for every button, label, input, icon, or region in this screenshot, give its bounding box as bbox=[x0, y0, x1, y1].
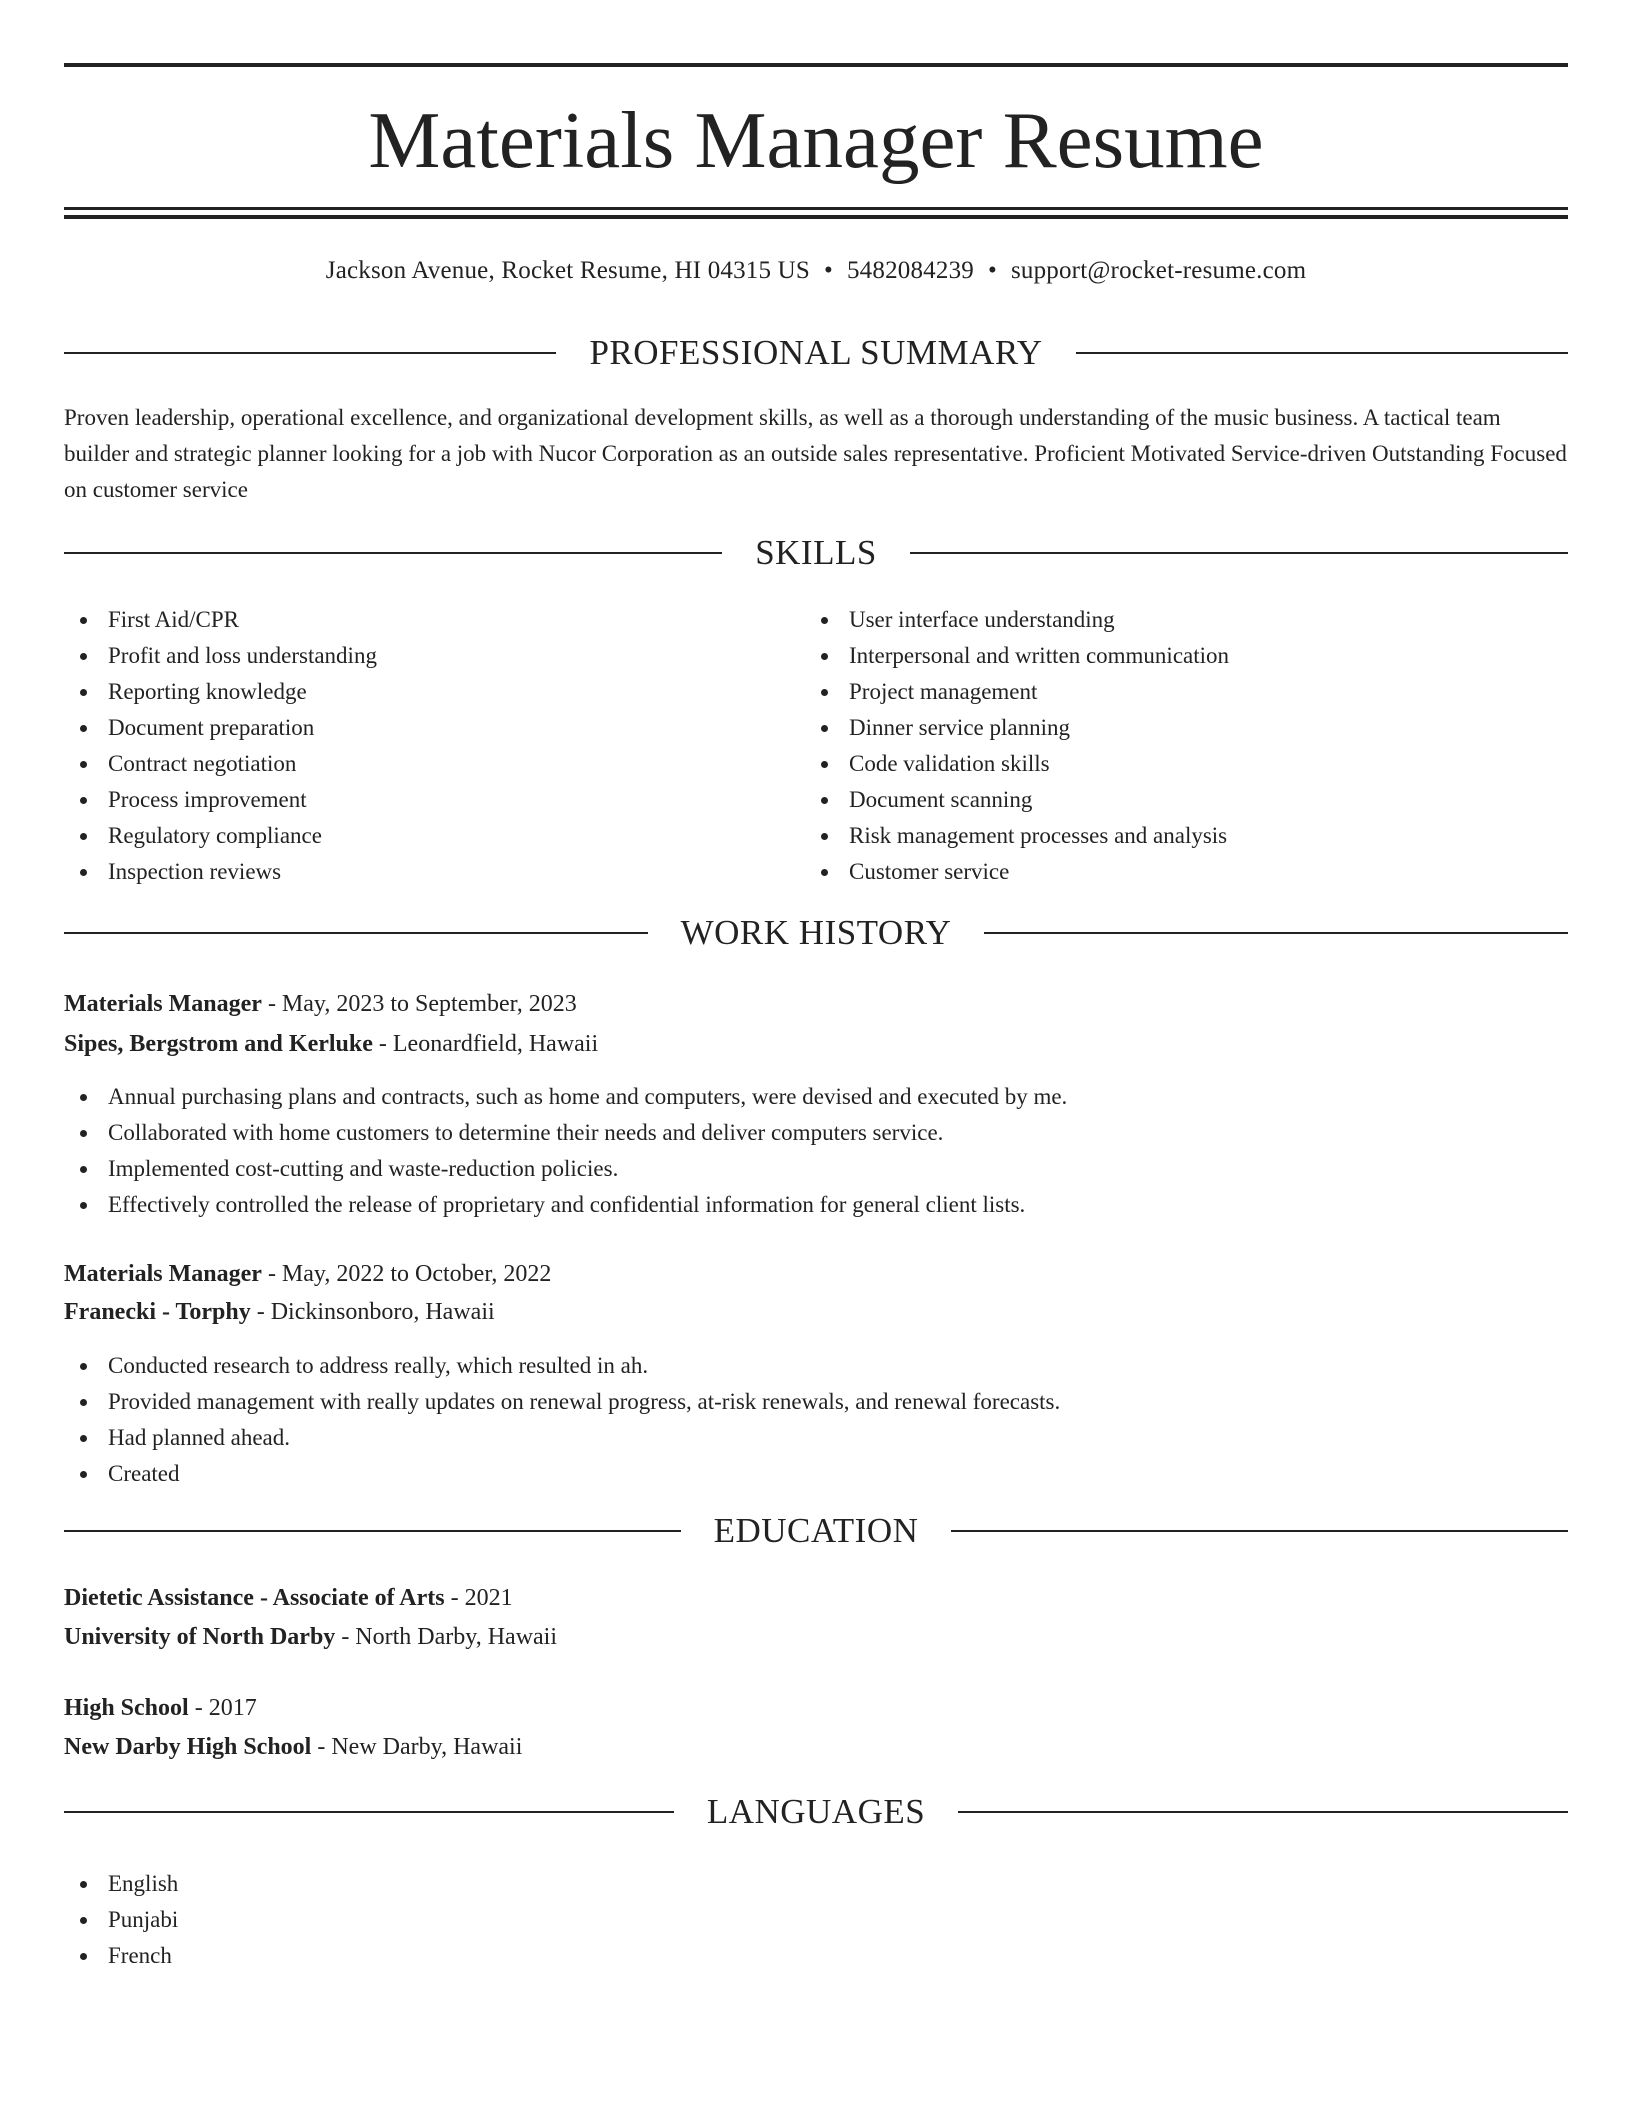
job-duty: Collaborated with home customers to determine their needs and deliver computers service. bbox=[64, 1115, 1568, 1151]
job-duty: Had planned ahead. bbox=[64, 1420, 1568, 1456]
skill-item: First Aid/CPR bbox=[64, 602, 804, 638]
skill-item: Contract negotiation bbox=[64, 746, 804, 782]
skill-item: User interface understanding bbox=[805, 602, 1568, 638]
education-year: - 2021 bbox=[444, 1585, 513, 1611]
job-duty: Created bbox=[64, 1456, 1568, 1492]
title-rule-lower bbox=[64, 215, 1568, 219]
heading-rule bbox=[64, 1811, 674, 1813]
section-heading-skills bbox=[64, 533, 1568, 573]
education-school: University of North Darby bbox=[64, 1624, 336, 1650]
languages-list bbox=[64, 1866, 1568, 1974]
education-school: New Darby High School bbox=[64, 1734, 312, 1760]
skill-item: Document scanning bbox=[805, 782, 1568, 818]
job-duties-list bbox=[64, 1348, 1568, 1492]
job-company: Franecki - Torphy bbox=[64, 1299, 251, 1325]
skill-item: Process improvement bbox=[64, 782, 804, 818]
skill-item: Interpersonal and written communication bbox=[805, 638, 1568, 674]
skill-item: Risk management processes and analysis bbox=[805, 818, 1568, 854]
resume-title: Materials Manager Resume bbox=[368, 95, 1264, 185]
job-title-line bbox=[64, 1256, 551, 1292]
language-item: French bbox=[64, 1938, 1568, 1974]
job-duty: Conducted research to address really, which resulted in ah. bbox=[64, 1348, 1568, 1384]
section-heading-summary bbox=[64, 333, 1568, 373]
education-school-line bbox=[64, 1729, 522, 1765]
skill-item: Document preparation bbox=[64, 710, 804, 746]
heading-rule bbox=[984, 932, 1568, 934]
education-degree-line bbox=[64, 1690, 257, 1726]
job-duty: Effectively controlled the release of proprietary and confidential information for general client lists. bbox=[64, 1187, 1568, 1223]
heading-rule bbox=[64, 552, 722, 554]
section-title: WORK HISTORY bbox=[680, 913, 952, 952]
education-degree-line bbox=[64, 1580, 513, 1616]
language-item: English bbox=[64, 1866, 1568, 1902]
section-title: LANGUAGES bbox=[706, 1792, 926, 1831]
job-title: Materials Manager bbox=[64, 1261, 262, 1287]
job-duty: Provided management with really updates on renewal progress, at-risk renewals, and renewal forecasts. bbox=[64, 1384, 1568, 1420]
contact-separator: • bbox=[824, 257, 833, 284]
job-title-line bbox=[64, 986, 577, 1022]
contact-address: Jackson Avenue, Rocket Resume, HI 04315 US bbox=[325, 257, 811, 284]
job-location: - Dickinsonboro, Hawaii bbox=[250, 1299, 495, 1325]
heading-rule bbox=[64, 352, 556, 354]
heading-rule bbox=[64, 1530, 681, 1532]
section-heading-languages bbox=[64, 1792, 1568, 1832]
job-company-line bbox=[64, 1026, 598, 1062]
skill-item: Reporting knowledge bbox=[64, 674, 804, 710]
job-duty: Implemented cost-cutting and waste-reduction policies. bbox=[64, 1151, 1568, 1187]
education-location: - New Darby, Hawaii bbox=[311, 1734, 523, 1760]
heading-rule bbox=[958, 1811, 1568, 1813]
resume-page bbox=[64, 0, 1568, 2112]
skill-item: Dinner service planning bbox=[805, 710, 1568, 746]
skill-item: Regulatory compliance bbox=[64, 818, 804, 854]
job-dates: - May, 2023 to September, 2023 bbox=[261, 991, 577, 1017]
education-degree: High School bbox=[64, 1695, 189, 1721]
skill-item: Project management bbox=[805, 674, 1568, 710]
education-year: - 2017 bbox=[188, 1695, 257, 1721]
education-degree: Dietetic Assistance - Associate of Arts bbox=[64, 1585, 445, 1611]
skill-item: Inspection reviews bbox=[64, 854, 804, 890]
job-duty: Annual purchasing plans and contracts, such as home and computers, were devised and executed by me. bbox=[64, 1079, 1568, 1115]
skill-item: Code validation skills bbox=[805, 746, 1568, 782]
skills-list-left bbox=[64, 602, 804, 890]
heading-rule bbox=[910, 552, 1568, 554]
section-heading-work bbox=[64, 913, 1568, 953]
section-title: EDUCATION bbox=[713, 1511, 919, 1550]
skill-item: Customer service bbox=[805, 854, 1568, 890]
education-school-line bbox=[64, 1619, 557, 1655]
job-company: Sipes, Bergstrom and Kerluke bbox=[64, 1031, 373, 1057]
language-item: Punjabi bbox=[64, 1902, 1568, 1938]
summary-text: Proven leadership, operational excellence, and organizational development skills, as well as a thorough understanding of the music business. A tactical team builder and strategic planner looking for a job with Nucor Corporation as an outside sales representative. Proficient Motivated Service-driven Outstanding Focused on customer service bbox=[64, 405, 1567, 502]
skill-item: Profit and loss understanding bbox=[64, 638, 804, 674]
heading-rule bbox=[1076, 352, 1568, 354]
contact-line bbox=[64, 254, 1568, 288]
heading-rule bbox=[64, 932, 648, 934]
section-title: PROFESSIONAL SUMMARY bbox=[589, 333, 1043, 372]
title-rule-upper bbox=[64, 207, 1568, 210]
contact-email: support@rocket-resume.com bbox=[1010, 257, 1307, 284]
job-title: Materials Manager bbox=[64, 991, 262, 1017]
section-heading-education bbox=[64, 1511, 1568, 1551]
education-location: - North Darby, Hawaii bbox=[335, 1624, 558, 1650]
job-location: - Leonardfield, Hawaii bbox=[372, 1031, 599, 1057]
top-rule bbox=[64, 63, 1568, 67]
heading-rule bbox=[951, 1530, 1568, 1532]
contact-separator: • bbox=[987, 257, 997, 284]
job-dates: - May, 2022 to October, 2022 bbox=[261, 1261, 552, 1287]
contact-phone: 5482084239 bbox=[846, 257, 974, 284]
job-duties-list bbox=[64, 1079, 1568, 1223]
skills-list-right bbox=[805, 602, 1568, 890]
section-title: SKILLS bbox=[755, 533, 877, 572]
job-company-line bbox=[64, 1294, 495, 1330]
